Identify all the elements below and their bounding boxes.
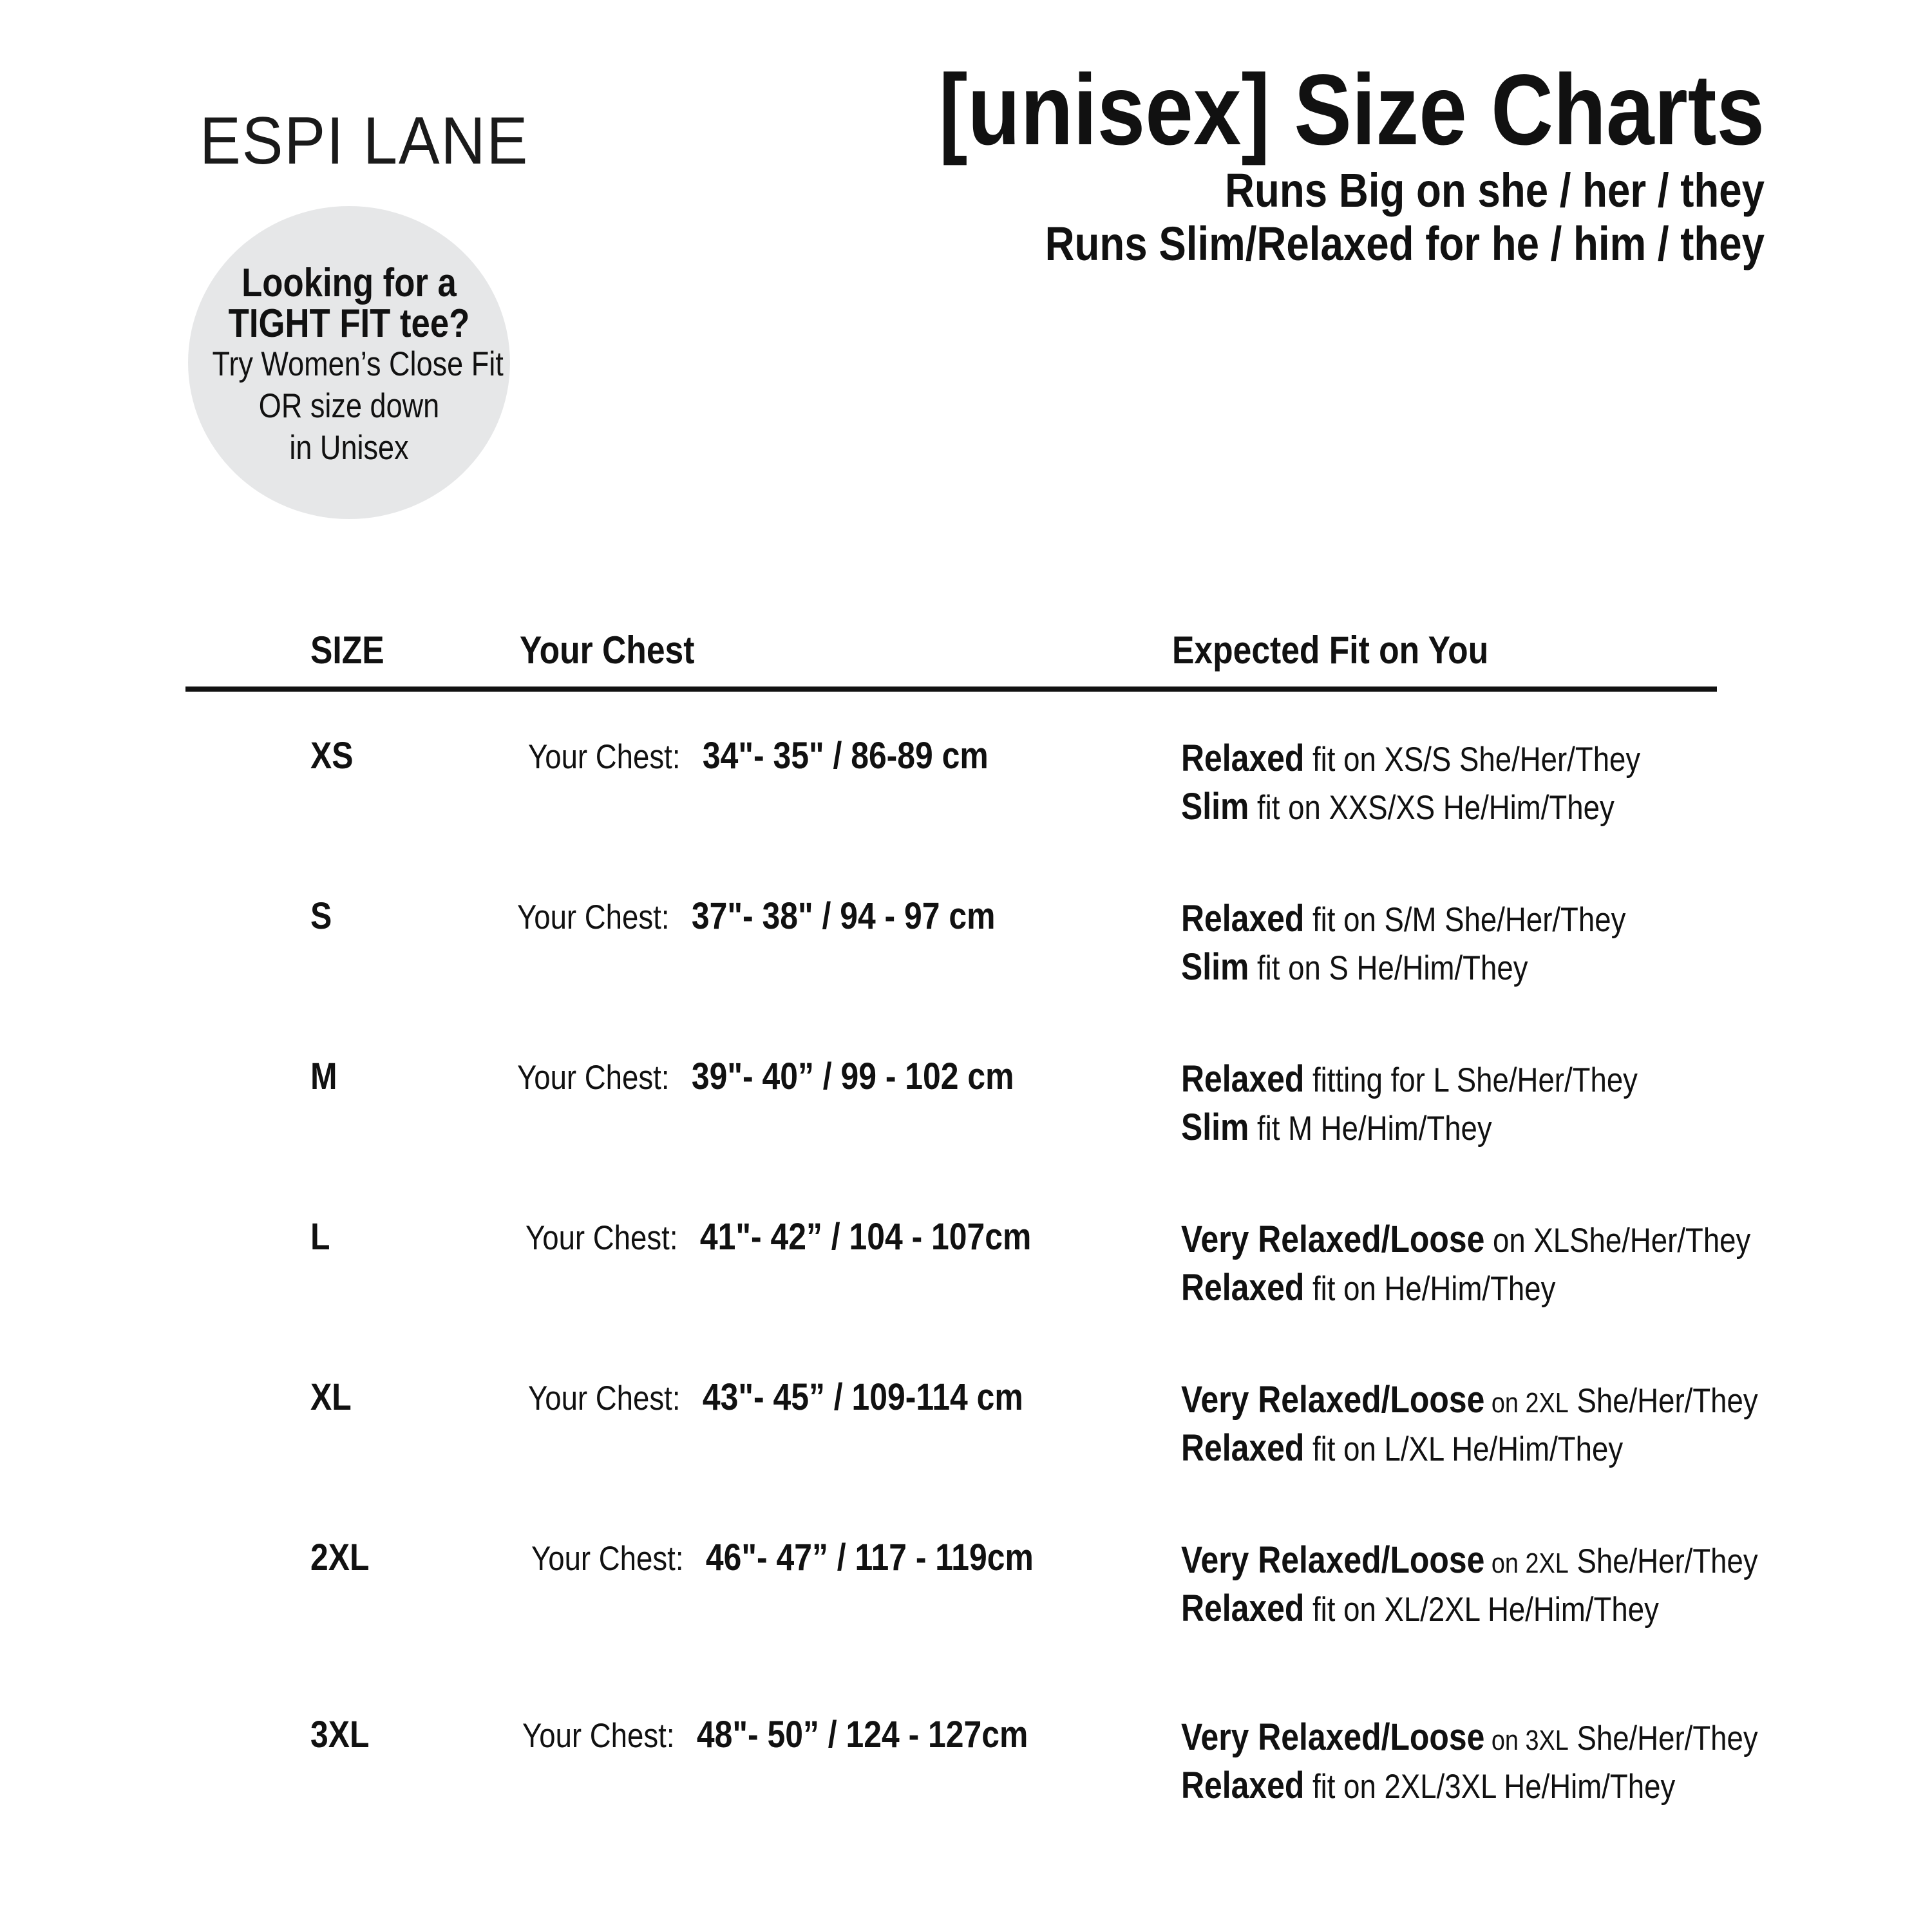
fit-emphasis: Relaxed bbox=[1181, 737, 1305, 779]
fit-text: fit on XL/2XL He/Him/They bbox=[1304, 1591, 1659, 1629]
fit-emphasis: Slim bbox=[1181, 786, 1249, 828]
fit-size-small: on 2XL bbox=[1484, 1387, 1569, 1419]
callout-heading-line2: TIGHT FIT tee? bbox=[228, 301, 470, 346]
fit-emphasis: Relaxed bbox=[1181, 1427, 1305, 1469]
fit-emphasis: Very Relaxed/Loose bbox=[1181, 1539, 1485, 1581]
fit-emphasis: Slim bbox=[1181, 1106, 1249, 1148]
chest-measurement bbox=[528, 734, 989, 777]
expected-fit bbox=[1181, 895, 1625, 991]
size-label: S bbox=[310, 895, 332, 937]
fit-text-tail: She/Her/They bbox=[1568, 1382, 1758, 1420]
chest-measurement bbox=[528, 1376, 1023, 1419]
size-label: XS bbox=[310, 735, 354, 777]
chest-value: 37"- 38" / 94 - 97 cm bbox=[691, 895, 996, 937]
fit-emphasis: Very Relaxed/Loose bbox=[1181, 1716, 1485, 1758]
chest-label: Your Chest: bbox=[528, 738, 681, 776]
chest-measurement bbox=[517, 1055, 1014, 1098]
page-header bbox=[938, 54, 1765, 271]
fit-emphasis: Relaxed bbox=[1181, 1587, 1305, 1629]
expected-fit bbox=[1181, 1376, 1758, 1472]
callout-text-line2: OR size down bbox=[258, 387, 440, 426]
chest-label: Your Chest: bbox=[531, 1540, 684, 1578]
fit-text-tail: She/Her/They bbox=[1568, 1542, 1758, 1580]
size-label: M bbox=[310, 1056, 337, 1097]
callout-text-line3: in Unisex bbox=[289, 428, 409, 467]
fit-text: fit on He/Him/They bbox=[1304, 1270, 1556, 1308]
size-label: XL bbox=[310, 1376, 352, 1418]
fit-emphasis: Very Relaxed/Loose bbox=[1181, 1379, 1485, 1421]
table-row bbox=[0, 1055, 1932, 1171]
subtitle-she-her: Runs Big on she / her / they bbox=[1224, 163, 1765, 217]
table-row bbox=[0, 1536, 1932, 1652]
chest-label: Your Chest: bbox=[517, 898, 670, 936]
column-header-fit: Expected Fit on You bbox=[1172, 629, 1489, 672]
expected-fit bbox=[1181, 1536, 1758, 1633]
fit-text: fit on XXS/XS He/Him/They bbox=[1249, 789, 1615, 827]
page-title: [unisex] Size Charts bbox=[938, 54, 1765, 166]
header-divider bbox=[185, 687, 1717, 692]
callout-heading-line1: Looking for a bbox=[242, 261, 457, 305]
expected-fit bbox=[1181, 1713, 1758, 1810]
chest-value: 43"- 45” / 109-114 cm bbox=[702, 1376, 1023, 1418]
tight-fit-callout bbox=[212, 261, 504, 469]
size-label: 3XL bbox=[310, 1714, 370, 1756]
expected-fit bbox=[1181, 1215, 1750, 1312]
column-header-chest: Your Chest bbox=[520, 629, 695, 672]
chest-measurement bbox=[526, 1215, 1031, 1258]
fit-text: fit on XS/S She/Her/They bbox=[1304, 741, 1641, 779]
fit-emphasis: Slim bbox=[1181, 946, 1249, 988]
chest-label: Your Chest: bbox=[517, 1059, 670, 1097]
callout-text-line1: Try Women’s Close Fit bbox=[212, 345, 504, 384]
fit-text: fit M He/Him/They bbox=[1249, 1110, 1492, 1148]
chest-value: 46"- 47” / 117 - 119cm bbox=[705, 1537, 1034, 1578]
expected-fit bbox=[1181, 734, 1640, 831]
expected-fit bbox=[1181, 1055, 1638, 1151]
chest-label: Your Chest: bbox=[526, 1219, 678, 1257]
brand-logo: ESPI LANE bbox=[200, 104, 529, 178]
table-row bbox=[0, 895, 1932, 1010]
table-row bbox=[0, 1713, 1932, 1829]
chest-measurement bbox=[531, 1536, 1034, 1579]
fit-emphasis: Relaxed bbox=[1181, 1267, 1305, 1309]
column-header-size: SIZE bbox=[310, 629, 384, 672]
fit-text: fit on S/M She/Her/They bbox=[1304, 901, 1626, 939]
table-row bbox=[0, 1376, 1932, 1492]
table-row bbox=[0, 734, 1932, 850]
fit-size-small: on 2XL bbox=[1484, 1548, 1569, 1579]
fit-text: fit on L/XL He/Him/They bbox=[1304, 1430, 1624, 1468]
chest-value: 41"- 42” / 104 - 107cm bbox=[699, 1216, 1032, 1258]
fit-emphasis: Very Relaxed/Loose bbox=[1181, 1218, 1485, 1260]
table-row bbox=[0, 1215, 1932, 1331]
fit-text: on XLShe/Her/They bbox=[1484, 1222, 1751, 1260]
size-label: 2XL bbox=[310, 1537, 370, 1578]
fit-text: fitting for L She/Her/They bbox=[1304, 1061, 1638, 1099]
fit-text: fit on S He/Him/They bbox=[1249, 949, 1528, 987]
chest-value: 39"- 40” / 99 - 102 cm bbox=[691, 1056, 1014, 1097]
size-label: L bbox=[310, 1216, 330, 1258]
fit-size-small: on 3XL bbox=[1484, 1725, 1569, 1756]
fit-emphasis: Relaxed bbox=[1181, 1765, 1305, 1806]
subtitle-he-him: Runs Slim/Relaxed for he / him / they bbox=[1045, 217, 1765, 271]
fit-text-tail: She/Her/They bbox=[1568, 1719, 1758, 1757]
fit-text: fit on 2XL/3XL He/Him/They bbox=[1304, 1768, 1676, 1806]
chest-measurement bbox=[517, 895, 995, 938]
chest-value: 34"- 35" / 86-89 cm bbox=[702, 735, 989, 777]
chest-measurement bbox=[522, 1713, 1028, 1756]
chest-value: 48"- 50” / 124 - 127cm bbox=[696, 1714, 1028, 1756]
fit-emphasis: Relaxed bbox=[1181, 1058, 1305, 1100]
chest-label: Your Chest: bbox=[522, 1717, 675, 1755]
fit-emphasis: Relaxed bbox=[1181, 898, 1305, 940]
chest-label: Your Chest: bbox=[528, 1379, 681, 1417]
